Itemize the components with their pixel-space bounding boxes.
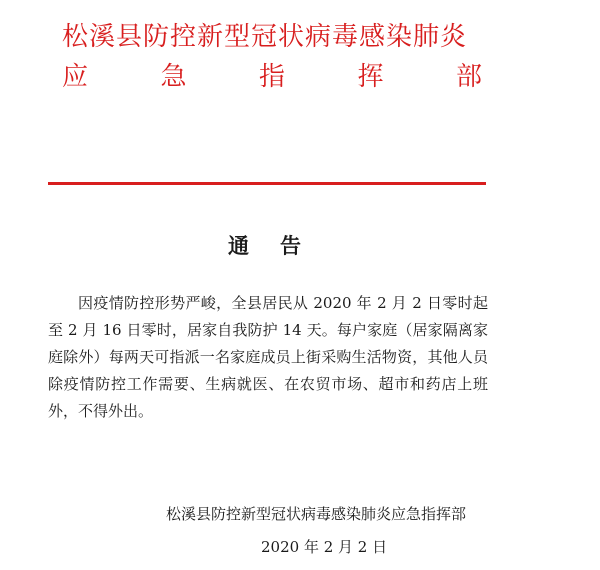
document-header-org-name: 松溪县防控新型冠状病毒感染肺炎 [62, 22, 468, 52]
header-char: 挥 [357, 62, 384, 92]
issue-date: 2020 年 2 月 2 日 [261, 538, 388, 556]
notice-title [228, 232, 302, 260]
notice-body: 因疫情防控形势严峻，全县居民从 2020 年 2 月 2 日零时起至 2 月 16 日零时，居家自我防护 14 天。每户家庭（居家隔离家庭除外）每两天可指派一名家庭成员上街采购生活物资，其他人员除疫情防控工作需要、生病就医、在农贸市场、超市和药店上班外，不得外出。 [48, 294, 488, 420]
notice-title-char: 告 [280, 234, 302, 258]
red-divider-line [48, 182, 486, 185]
issuer-signature: 松溪县防控新型冠状病毒感染肺炎应急指挥部 [166, 505, 467, 523]
header-char: 应 [62, 62, 89, 92]
header-char: 指 [258, 62, 285, 92]
header-char: 部 [455, 62, 482, 92]
notice-title-char: 通 [228, 234, 250, 258]
document-header-department [62, 60, 482, 94]
header-char: 急 [160, 62, 187, 92]
